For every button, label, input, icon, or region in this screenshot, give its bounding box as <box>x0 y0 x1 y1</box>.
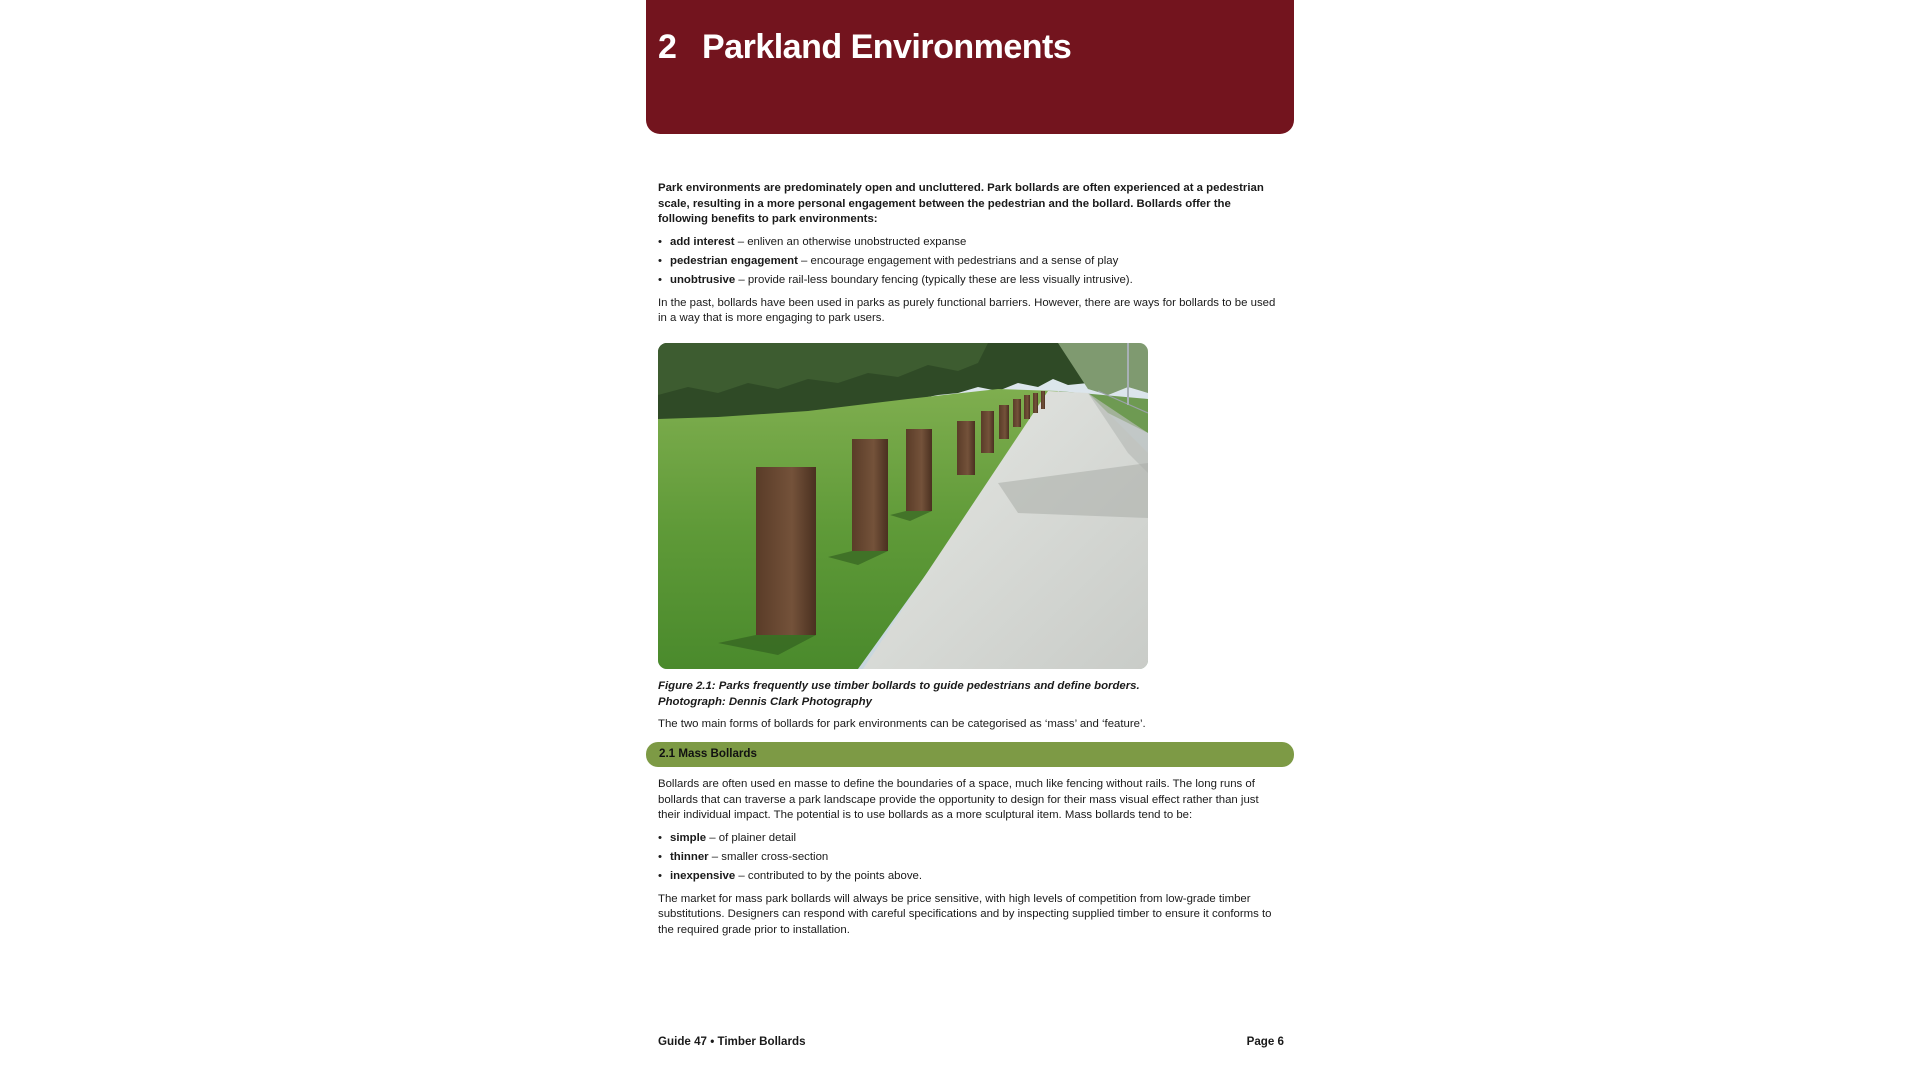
footer-page-number: Page 6 <box>1246 1035 1284 1048</box>
section-heading: 2.1 Mass Bollards <box>659 747 757 760</box>
list-item-desc: – provide rail-less boundary fencing (typically these are less visually intrusive). <box>735 274 1133 287</box>
bullet: • <box>658 254 662 267</box>
section-heading-bar <box>646 742 1294 767</box>
list-item-term: simple <box>670 831 707 844</box>
list-item <box>658 273 1282 289</box>
list-item-desc: – enliven an otherwise unobstructed expanse <box>734 235 967 248</box>
paragraph-forms: The two main forms of bollards for park environments can be categorised as ‘mass’ and ‘feature’. <box>658 718 1146 730</box>
figure-caption-line1: Figure 2.1: Parks frequently use timber bollards to guide pedestrians and define borders. <box>658 680 1140 692</box>
intro-paragraph: Park environments are predominately open and uncluttered. Park bollards are often experienced at a pedestrian scale, resulting in a more personal engagement between the pedestrian and the bollard. Bollards offer the following benefits to park environments: <box>658 182 1264 225</box>
list-item-desc: – of plainer detail <box>706 831 797 844</box>
list-item-desc: – encourage engagement with pedestrians and a sense of play <box>797 254 1119 267</box>
bullet: • <box>658 831 662 844</box>
list-item-term: thinner <box>670 850 709 863</box>
list-item <box>658 869 1282 885</box>
bullet: • <box>658 870 662 883</box>
section-paragraph1: Bollards are often used en masse to define the boundaries of a space, much like fencing without rails. The long runs of bollards that can traverse a park landscape provide the opportunity to design for their mass visual effect rather than just their individual impact. The potential is to use bollards as a more sculptural item. Mass bollards tend to be: <box>658 778 1259 821</box>
bullet: • <box>658 235 662 248</box>
list-item-term: unobtrusive <box>670 274 736 287</box>
list-item <box>658 850 1282 866</box>
list-item <box>658 254 1282 270</box>
chapter-title-text: Parkland Environments <box>702 28 1072 66</box>
list-item-desc: – smaller cross-section <box>708 850 829 863</box>
list-item <box>658 235 1282 251</box>
paragraph-past: In the past, bollards have been used in parks as purely functional barriers. However, there are ways for bollards to be used in a way that is more engaging to park users. <box>658 296 1276 325</box>
list-item-term: pedestrian engagement <box>670 254 798 267</box>
chapter-title <box>658 28 1071 67</box>
list-item-term: add interest <box>670 235 735 248</box>
section-paragraph2: The market for mass park bollards will always be price sensitive, with high levels of competition from low-grade timber substitutions. Designers can respond with careful specifications and by inspecting supplied timber to ensure it conforms to the required grade prior to installation. <box>658 892 1272 936</box>
list-item-term: inexpensive <box>670 870 736 883</box>
benefits-list <box>658 235 1282 289</box>
chapter-number: 2 <box>658 28 677 66</box>
intro-section <box>658 181 1282 334</box>
figure-caption-line2: Photograph: Dennis Clark Photography <box>658 695 872 708</box>
bullet: • <box>658 850 662 863</box>
footer-guide-title: Guide 47 • Timber Bollards <box>658 1035 806 1048</box>
park-bollards-photo <box>658 343 1148 669</box>
document-page <box>646 0 1296 1080</box>
chapter-header <box>646 0 1294 134</box>
list-item-desc: – contributed to by the points above. <box>735 870 923 883</box>
mass-bollards-list <box>658 831 1282 885</box>
bullet: • <box>658 274 662 287</box>
list-item <box>658 831 1282 847</box>
figure-photo <box>658 343 1148 669</box>
figure-caption <box>658 679 1282 710</box>
section-body <box>658 777 1282 945</box>
